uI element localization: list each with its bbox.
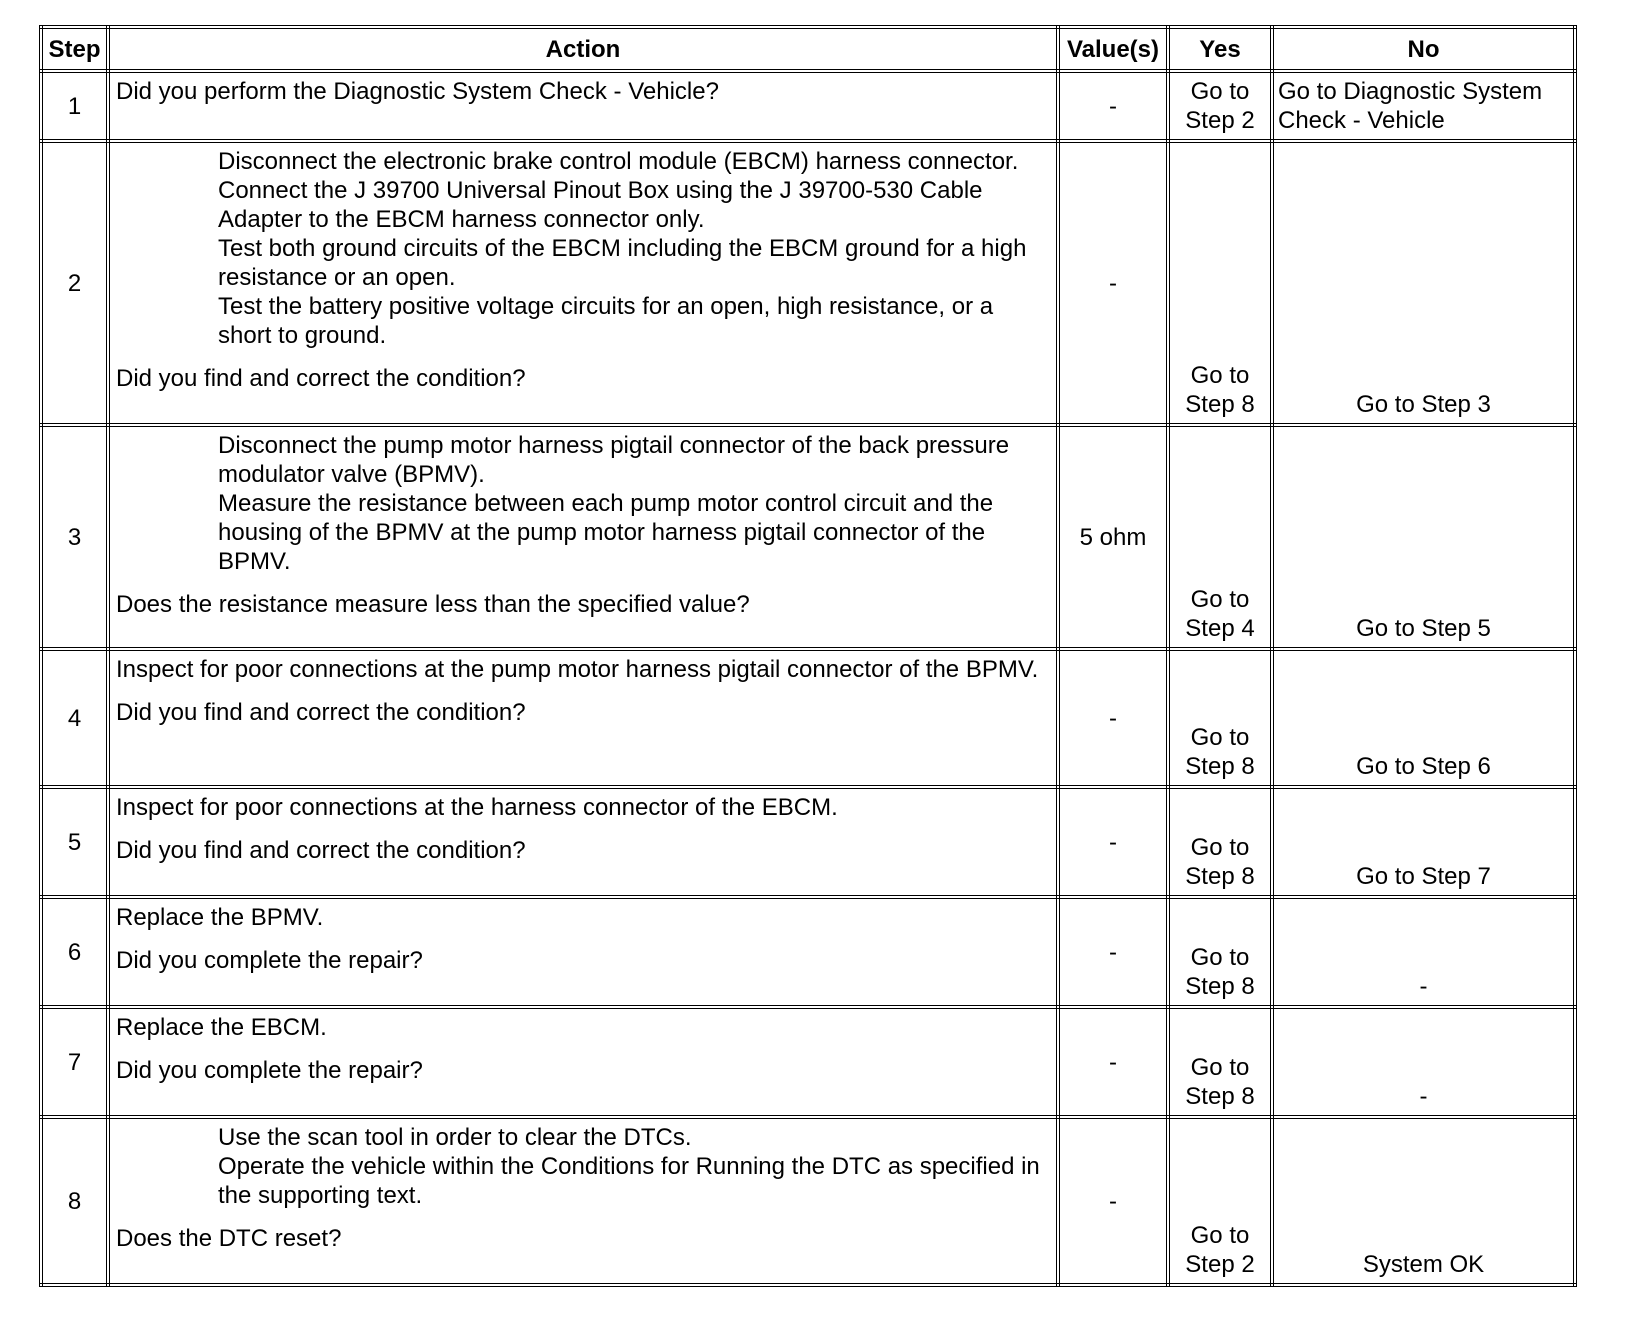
yes-cell: Go to Step 8	[1168, 1007, 1272, 1117]
action-question: Did you find and correct the condition?	[116, 365, 526, 392]
yes-cell: Go to Step 4	[1168, 425, 1272, 649]
action-cell	[108, 71, 1058, 141]
value-cell: -	[1058, 1007, 1168, 1117]
action-text: Inspect for poor connections at the harness connector of the EBCM.	[116, 794, 838, 821]
value-cell: -	[1058, 71, 1168, 141]
table-row-step-3	[41, 425, 1575, 649]
header-yes: Yes	[1168, 27, 1272, 71]
no-cell: Go to Step 5	[1272, 425, 1575, 649]
header-values: Value(s)	[1058, 27, 1168, 71]
yes-cell: Go to Step 8	[1168, 787, 1272, 897]
no-cell: -	[1272, 1007, 1575, 1117]
step-number: 4	[41, 649, 108, 787]
header-no: No	[1272, 27, 1575, 71]
table-row-step-1	[41, 71, 1575, 141]
value-cell: -	[1058, 787, 1168, 897]
yes-cell: Go to Step 2	[1168, 71, 1272, 141]
instruction-line: Test both ground circuits of the EBCM including the EBCM ground for a high resistance or an open.	[218, 235, 1027, 291]
instruction-line: Test the battery positive voltage circuits for an open, high resistance, or a short to ground.	[218, 293, 994, 349]
action-instructions	[116, 1123, 1052, 1210]
step-number: 3	[41, 425, 108, 649]
action-text: Replace the BPMV.	[116, 904, 324, 931]
header-action: Action	[108, 27, 1058, 71]
action-cell	[108, 787, 1058, 897]
action-text: Replace the EBCM.	[116, 1014, 327, 1041]
table-row-step-8	[41, 1117, 1575, 1285]
action-question: Did you complete the repair?	[116, 947, 423, 974]
diagnostic-table	[39, 25, 1577, 1287]
step-number: 7	[41, 1007, 108, 1117]
header-row	[41, 27, 1575, 71]
action-question: Does the resistance measure less than the specified value?	[116, 591, 750, 618]
action-question: Does the DTC reset?	[116, 1225, 342, 1252]
instruction-line: Connect the J 39700 Universal Pinout Box using the J 39700-530 Cable Adapter to the EBCM harness connector only.	[218, 177, 983, 233]
instruction-line: Use the scan tool in order to clear the DTCs.	[218, 1124, 692, 1151]
table-row-step-5	[41, 787, 1575, 897]
header-step: Step	[41, 27, 108, 71]
action-cell	[108, 425, 1058, 649]
no-cell: Go to Diagnostic System Check - Vehicle	[1272, 71, 1575, 141]
table-row-step-7	[41, 1007, 1575, 1117]
yes-cell: Go to Step 8	[1168, 649, 1272, 787]
step-number: 2	[41, 141, 108, 425]
action-question: Did you find and correct the condition?	[116, 837, 526, 864]
table-row-step-2	[41, 141, 1575, 425]
step-number: 5	[41, 787, 108, 897]
step-number: 1	[41, 71, 108, 141]
value-cell: -	[1058, 649, 1168, 787]
no-cell: -	[1272, 897, 1575, 1007]
action-question: Did you perform the Diagnostic System Check - Vehicle?	[116, 78, 719, 105]
action-cell	[108, 1007, 1058, 1117]
action-question: Did you find and correct the condition?	[116, 699, 526, 726]
no-cell: System OK	[1272, 1117, 1575, 1285]
instruction-line: Operate the vehicle within the Conditions for Running the DTC as specified in the supporting text.	[218, 1153, 1040, 1209]
yes-cell: Go to Step 8	[1168, 897, 1272, 1007]
step-number: 6	[41, 897, 108, 1007]
action-instructions	[116, 431, 1052, 576]
action-question: Did you complete the repair?	[116, 1057, 423, 1084]
value-cell: -	[1058, 141, 1168, 425]
action-cell	[108, 649, 1058, 787]
value-cell: 5 ohm	[1058, 425, 1168, 649]
table-row-step-4	[41, 649, 1575, 787]
no-cell: Go to Step 7	[1272, 787, 1575, 897]
yes-cell: Go to Step 2	[1168, 1117, 1272, 1285]
no-cell: Go to Step 6	[1272, 649, 1575, 787]
action-cell	[108, 1117, 1058, 1285]
yes-cell: Go to Step 8	[1168, 141, 1272, 425]
instruction-line: Disconnect the pump motor harness pigtail connector of the back pressure modulator valve (BPMV).	[218, 432, 1010, 488]
step-number: 8	[41, 1117, 108, 1285]
instruction-line: Disconnect the electronic brake control module (EBCM) harness connector.	[218, 148, 1019, 175]
action-cell	[108, 141, 1058, 425]
action-cell	[108, 897, 1058, 1007]
instruction-line: Measure the resistance between each pump motor control circuit and the housing of the BPMV at the pump motor harness pigtail connector of the BPMV.	[218, 490, 994, 575]
value-cell: -	[1058, 1117, 1168, 1285]
no-cell: Go to Step 3	[1272, 141, 1575, 425]
action-instructions	[116, 147, 1052, 350]
table-row-step-6	[41, 897, 1575, 1007]
action-text: Inspect for poor connections at the pump motor harness pigtail connector of the BPMV.	[116, 656, 1039, 683]
value-cell: -	[1058, 897, 1168, 1007]
